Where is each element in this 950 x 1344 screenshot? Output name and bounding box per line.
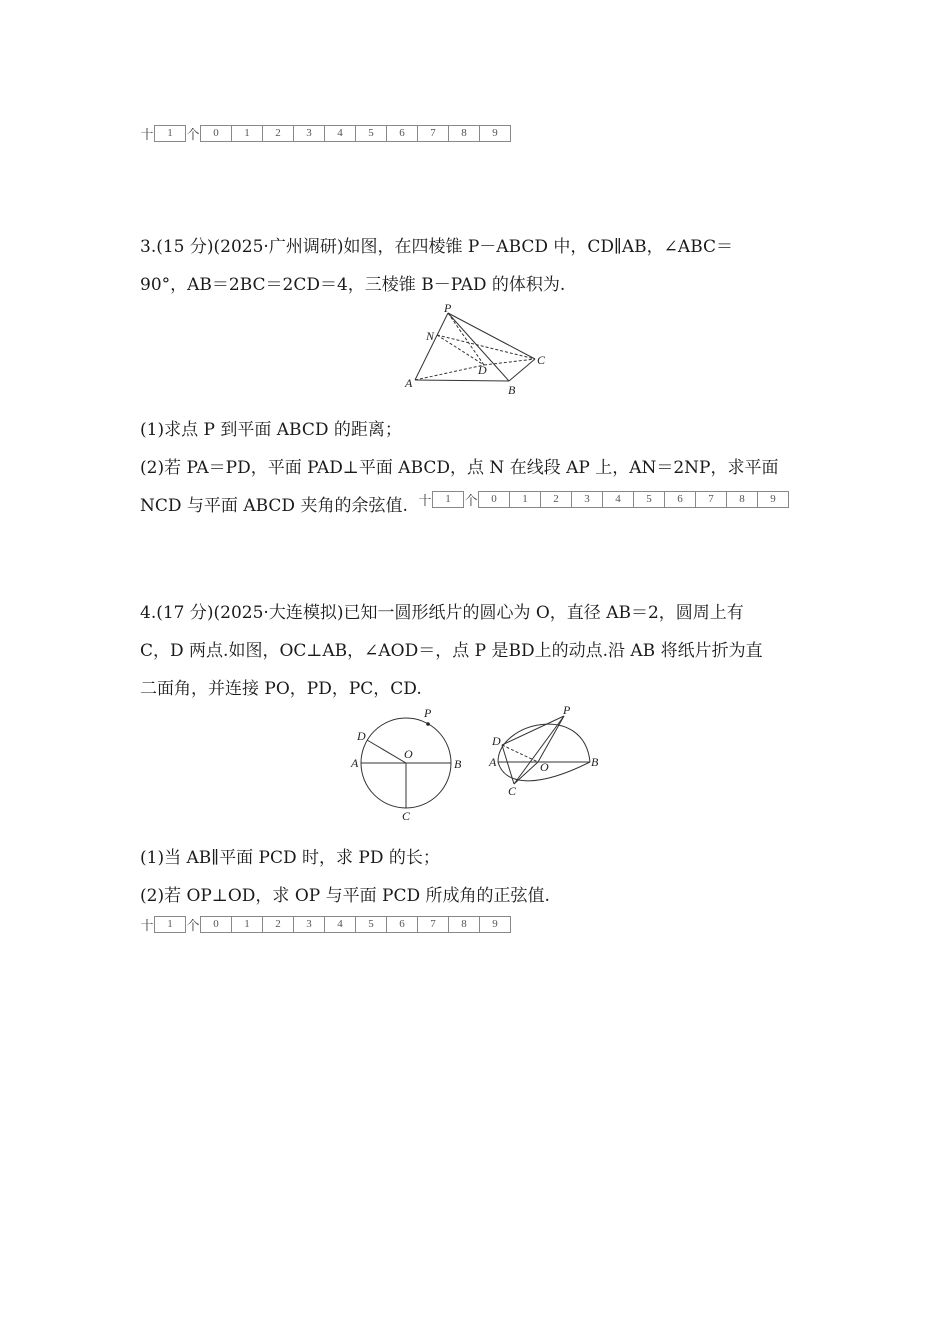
label-o: O	[404, 747, 413, 761]
edge-pc	[448, 313, 535, 359]
digit-box[interactable]: 8	[727, 491, 758, 508]
label-n: N	[426, 329, 435, 343]
q3-line1: 3.(15 分)(2025·广州调研)如图，在四棱锥 P－ABCD 中，CD∥AB，∠ABC＝	[140, 237, 734, 257]
label-p: P	[563, 704, 571, 717]
ones-label: 个	[186, 918, 200, 934]
label-d: D	[492, 734, 501, 748]
digit-box[interactable]: 7	[696, 491, 727, 508]
digit-box[interactable]: 6	[387, 916, 418, 933]
tens-label: 十	[418, 493, 432, 509]
digit-box[interactable]: 3	[294, 125, 325, 142]
label-b: B	[508, 383, 516, 397]
segment-dc	[502, 745, 514, 784]
label-d: D	[357, 729, 366, 743]
digit-box[interactable]: 1	[232, 125, 263, 142]
ones-label: 个	[186, 127, 200, 143]
digit-box[interactable]: 6	[387, 125, 418, 142]
digit-box[interactable]: 9	[480, 125, 511, 142]
label-a: A	[405, 376, 413, 390]
digit-box[interactable]: 1	[510, 491, 541, 508]
score-bar	[418, 489, 789, 509]
digit-box[interactable]: 4	[325, 125, 356, 142]
q4-folded-figure	[484, 704, 604, 800]
label-p: P	[444, 303, 452, 315]
edge-ad	[415, 365, 484, 380]
digit-box[interactable]: 9	[758, 491, 789, 508]
edge-nd	[437, 335, 484, 365]
digit-box[interactable]: 0	[478, 491, 510, 508]
digit-box[interactable]: 3	[572, 491, 603, 508]
digit-box[interactable]: 4	[603, 491, 634, 508]
label-o: O	[540, 760, 549, 774]
q4-line2: C，D 两点.如图，OC⊥AB，∠AOD＝，点 P 是BD上的动点.沿 AB 将纸片折为直	[140, 641, 763, 661]
ones-digits	[200, 916, 511, 933]
q3-pyramid-figure	[398, 303, 558, 398]
digit-box[interactable]: 2	[263, 125, 294, 142]
digit-box[interactable]: 5	[634, 491, 665, 508]
tens-box[interactable]: 1	[154, 125, 186, 142]
score-bar	[140, 914, 511, 934]
digit-box[interactable]: 4	[325, 916, 356, 933]
score-bar	[140, 123, 511, 143]
label-d: D	[478, 363, 487, 377]
segment-pd	[502, 716, 564, 745]
ones-digits	[200, 125, 511, 142]
segment-po	[538, 716, 564, 762]
label-a: A	[351, 756, 359, 770]
label-b: B	[454, 757, 462, 771]
digit-box[interactable]: 5	[356, 125, 387, 142]
digit-box[interactable]: 5	[356, 916, 387, 933]
tens-box[interactable]: 1	[432, 491, 464, 508]
digit-box[interactable]: 2	[541, 491, 572, 508]
point-p	[426, 722, 430, 726]
digit-box[interactable]: 3	[294, 916, 325, 933]
digit-box[interactable]: 9	[480, 916, 511, 933]
q3-sub2-line1: (2)若 PA＝PD，平面 PAD⊥平面 ABCD，点 N 在线段 AP 上，AN＝2NP，求平面	[140, 458, 779, 478]
digit-box[interactable]: 1	[232, 916, 263, 933]
digit-box[interactable]: 6	[665, 491, 696, 508]
label-c: C	[537, 353, 546, 367]
q4-sub1: (1)当 AB∥平面 PCD 时，求 PD 的长；	[140, 848, 440, 868]
edge-ab	[415, 380, 509, 381]
digit-box[interactable]: 8	[449, 916, 480, 933]
label-b: B	[591, 755, 599, 769]
edge-bc	[509, 359, 535, 381]
q4-sub2: (2)若 OP⊥OD，求 OP 与平面 PCD 所成角的正弦值.	[140, 886, 550, 906]
segment-od	[367, 740, 406, 763]
label-c: C	[402, 809, 411, 823]
q4-circle-figure	[340, 702, 470, 827]
q4-line1: 4.(17 分)(2025·大连模拟)已知一圆形纸片的圆心为 O，直径 AB＝2，圆周上有	[140, 603, 744, 623]
segment-pc	[514, 716, 564, 784]
tens-box[interactable]: 1	[154, 916, 186, 933]
digit-box[interactable]: 0	[200, 916, 232, 933]
q3-line2: 90°，AB＝2BC＝2CD＝4，三棱锥 B－PAD 的体积为.	[140, 275, 566, 295]
edge-pa	[415, 313, 448, 380]
tens-label: 十	[140, 127, 154, 143]
digit-box[interactable]: 8	[449, 125, 480, 142]
digit-box[interactable]: 7	[418, 125, 449, 142]
q3-sub1: (1)求点 P 到平面 ABCD 的距离；	[140, 420, 402, 440]
q3-sub2-line2: NCD 与平面 ABCD 夹角的余弦值.	[140, 496, 408, 516]
label-c: C	[508, 784, 517, 798]
label-a: A	[489, 755, 497, 769]
digit-box[interactable]: 0	[200, 125, 232, 142]
digit-box[interactable]: 2	[263, 916, 294, 933]
tens-label: 十	[140, 918, 154, 934]
ones-digits	[478, 491, 789, 508]
ones-label: 个	[464, 493, 478, 509]
label-p: P	[424, 706, 432, 720]
digit-box[interactable]: 7	[418, 916, 449, 933]
q4-line3: 二面角，并连接 PO，PD，PC，CD.	[140, 679, 422, 699]
